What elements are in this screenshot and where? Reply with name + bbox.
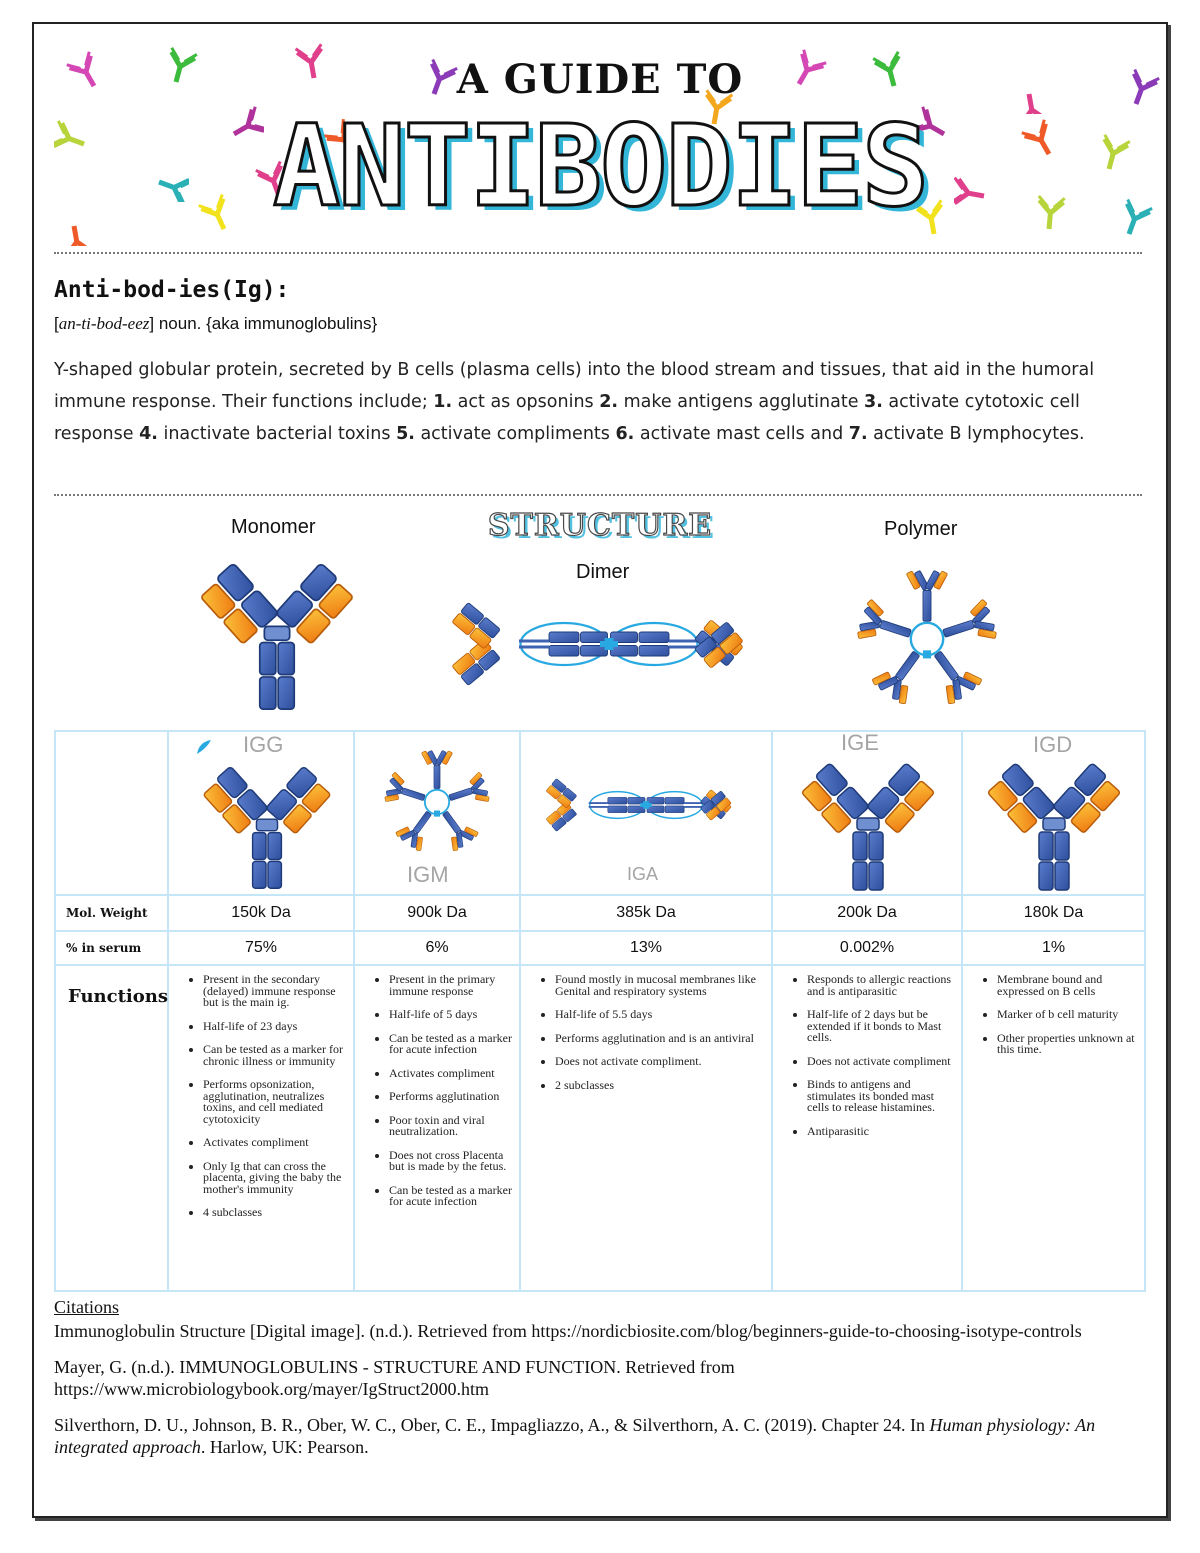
isotype-name: IGM: [407, 862, 449, 887]
serum-header: % in serum: [55, 931, 168, 965]
list-item: • Membrane bound and expressed on B cells: [997, 974, 1140, 997]
description-intro: Y-shaped globular protein, secreted by B cells (plasma cells) into the blood stream and tissues, that aid in the humoral immune response. Their functions include;: [54, 360, 1095, 412]
list-item: • Activates compliment: [389, 1068, 515, 1080]
igd-diagram: [981, 748, 1127, 896]
pronunciation-text: an-ti-bod-eez: [58, 314, 150, 333]
citations: [54, 1296, 1149, 1472]
serum-value: 13%: [520, 931, 772, 965]
function-number: 1.: [433, 392, 453, 412]
igg-functions-cell: [168, 965, 354, 1291]
citations-heading: Citations: [54, 1297, 120, 1317]
serum-value: 0.002%: [772, 931, 962, 965]
function-number: 4.: [139, 424, 158, 444]
poster-title: ANTIBODIES: [272, 102, 928, 232]
list-item: • Present in the secondary (delayed) immune response but is the main ig.: [203, 974, 349, 1009]
isotype-name: IGE: [841, 730, 879, 755]
citation-book-title: Human physiology: An integrated approach: [54, 1415, 1096, 1457]
function-list: [963, 974, 1140, 1056]
list-item: • Marker of b cell maturity: [997, 1009, 1140, 1021]
definition-description: [54, 354, 1144, 450]
list-item: • Can be tested as a marker for acute infection: [389, 1185, 515, 1208]
polymer-diagram: [842, 554, 1012, 724]
divider: [54, 252, 1142, 254]
isotype-name: IGD: [1033, 732, 1073, 757]
table-row: [55, 931, 1145, 965]
function-text: activate cytotoxic cell response: [54, 392, 1080, 444]
function-text: inactivate bacterial toxins: [157, 424, 397, 444]
list-item: • Half-life of 2 days but be extended if it bonds to Mast cells.: [807, 1009, 957, 1044]
polymer-label: Polymer: [884, 518, 958, 540]
isotype-table: [54, 730, 1146, 1292]
list-item: • Half-life of 5 days: [389, 1009, 515, 1021]
igm-image-cell: [354, 731, 520, 895]
list-item: • Performs opsonization, agglutination, neutralizes toxins, and cell mediated cytotoxicity: [203, 1079, 349, 1125]
function-text: make antigens agglutinate: [618, 392, 865, 412]
function-text: activate compliments: [414, 424, 616, 444]
ige-diagram: [795, 748, 941, 896]
function-text: act as opsonins: [452, 392, 600, 412]
definition-term: Anti-bod-ies(Ig):: [54, 277, 290, 303]
iga-image-cell: [520, 731, 772, 895]
list-item: • Can be tested as a marker for acute infection: [389, 1033, 515, 1056]
list-item: • 2 subclasses: [555, 1080, 767, 1092]
list-item: • Activates compliment: [203, 1137, 349, 1149]
definition-pronunciation: [an-ti-bod-eez] noun. {aka immunoglobulins}: [54, 314, 378, 333]
function-number: 6.: [615, 424, 635, 444]
igm-diagram: [369, 738, 505, 866]
monomer-label: Monomer: [231, 516, 316, 538]
iga-functions-cell: [520, 965, 772, 1291]
dimer-label: Dimer: [576, 561, 630, 583]
list-item: • Only Ig that can cross the placenta, giving the baby the mother's immunity: [203, 1161, 349, 1196]
list-item: • Can be tested as a marker for chronic illness or immunity: [203, 1044, 349, 1067]
list-item: • Binds to antigens and stimulates its bonded mast cells to release histamines.: [807, 1079, 957, 1114]
function-number: 5.: [396, 424, 415, 444]
mol-weight-value: 900k Da: [354, 895, 520, 931]
citation: [54, 1414, 1149, 1458]
structure-title: STRUCTURE: [487, 508, 713, 543]
igg-image-cell: [168, 731, 354, 895]
function-list: [355, 974, 515, 1208]
list-item: • Half-life of 23 days: [203, 1021, 349, 1033]
list-item: • Other properties unknown at this time.: [997, 1033, 1140, 1056]
igg-diagram: [197, 752, 337, 894]
monomer-diagram: [184, 546, 370, 716]
poster: [32, 22, 1168, 1518]
dimer-diagram: [444, 579, 774, 709]
ige-functions-cell: [772, 965, 962, 1291]
mol-weight-value: 385k Da: [520, 895, 772, 931]
citation-text: . Harlow, UK: Pearson.: [200, 1437, 369, 1457]
list-item: • Does not activate compliment: [807, 1056, 957, 1068]
table-row: [55, 731, 1145, 895]
table-cell: [55, 731, 168, 895]
list-item: • 4 subclasses: [203, 1207, 349, 1219]
isotype-name: IGG: [243, 732, 284, 757]
mol-weight-value: 180k Da: [962, 895, 1145, 931]
mol-weight-value: 150k Da: [168, 895, 354, 931]
function-number: 7.: [848, 424, 868, 444]
serum-value: 6%: [354, 931, 520, 965]
serum-value: 75%: [168, 931, 354, 965]
citation: Immunoglobulin Structure [Digital image]. (n.d.). Retrieved from https://nordicbiosite.com/blog/beginners-guide-to-choosing-isotype-controls: [54, 1321, 1082, 1341]
function-list: [169, 974, 349, 1219]
function-number: 3.: [864, 392, 883, 412]
function-list: [773, 974, 957, 1137]
iga-diagram: [541, 760, 751, 850]
list-item: • Performs agglutination: [389, 1091, 515, 1103]
isotype-name: IGA: [627, 864, 659, 884]
ige-image-cell: [772, 731, 962, 895]
igm-functions-cell: [354, 965, 520, 1291]
serum-value: 1%: [962, 931, 1145, 965]
igd-image-cell: [962, 731, 1145, 895]
citation: Mayer, G. (n.d.). IMMUNOGLOBULINS - STRUCTURE AND FUNCTION. Retrieved from https://www.microbiologybook.org/mayer/IgStruct2000.htm: [54, 1357, 735, 1399]
functions-header: Functions: [55, 965, 168, 1291]
list-item: • Present in the primary immune response: [389, 974, 515, 997]
list-item: • Performs agglutination and is an antiviral: [555, 1033, 767, 1045]
poster-subtitle: A GUIDE TO: [456, 56, 744, 103]
divider: [54, 494, 1142, 496]
mol-weight-header: Mol. Weight: [55, 895, 168, 931]
table-row: [55, 965, 1145, 1291]
list-item: • Does not activate compliment.: [555, 1056, 767, 1068]
part-of-speech: noun. {aka immunoglobulins}: [158, 314, 378, 333]
igd-functions-cell: [962, 965, 1145, 1291]
function-text: activate B lymphocytes.: [867, 424, 1085, 444]
list-item: • Found mostly in mucosal membranes like Genital and respiratory systems: [555, 974, 767, 997]
list-item: • Does not cross Placenta but is made by the fetus.: [389, 1150, 515, 1173]
mol-weight-value: 200k Da: [772, 895, 962, 931]
function-list: [521, 974, 767, 1091]
header: [34, 24, 1166, 252]
table-row: [55, 895, 1145, 931]
function-text: activate mast cells and: [634, 424, 849, 444]
list-item: • Antiparasitic: [807, 1126, 957, 1138]
list-item: • Responds to allergic reactions and is antiparasitic: [807, 974, 957, 997]
list-item: • Half-life of 5.5 days: [555, 1009, 767, 1021]
function-number: 2.: [599, 392, 619, 412]
citation-text: Silverthorn, D. U., Johnson, B. R., Ober, W. C., Ober, C. E., Impagliazzo, A., & Silverthorn, A. C. (2019). Chapter 24. In: [54, 1415, 930, 1435]
list-item: • Poor toxin and viral neutralization.: [389, 1115, 515, 1138]
